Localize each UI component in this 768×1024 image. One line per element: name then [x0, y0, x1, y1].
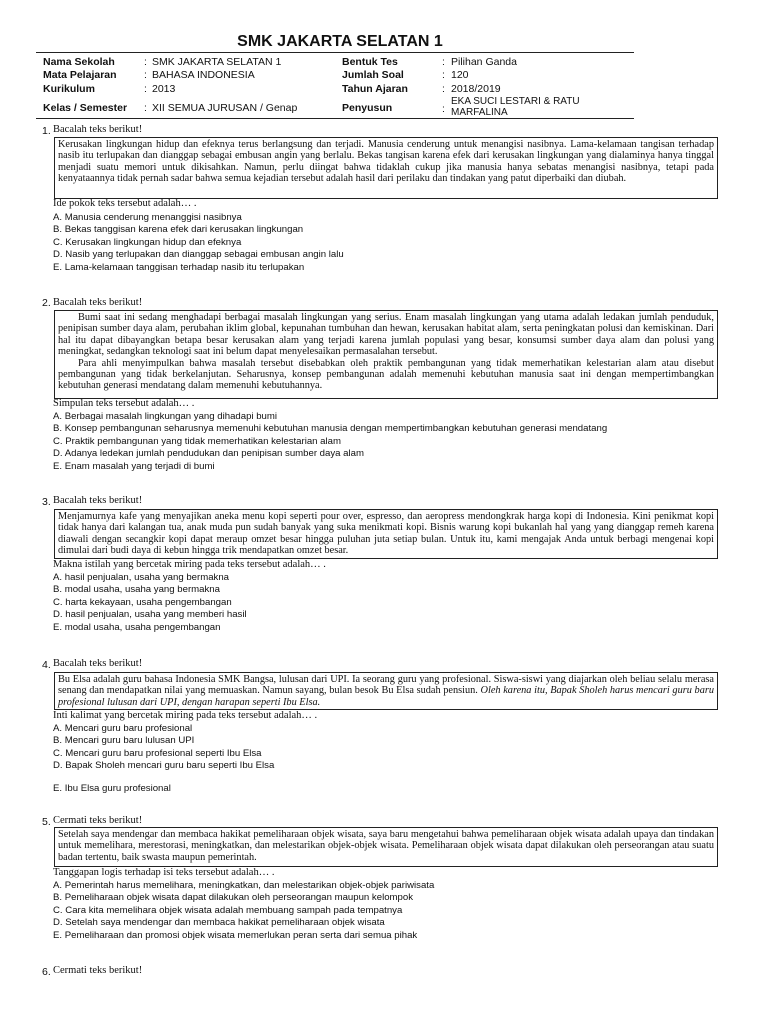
value-jumlah-soal: 120: [451, 69, 469, 81]
question-intro: Cermati teks berikut!: [53, 965, 143, 976]
question-stem: Ide pokok teks tersebut adalah… .: [53, 198, 197, 209]
question-number: 1.: [42, 125, 51, 137]
question-intro: Bacalah teks berikut!: [53, 124, 143, 135]
option-e[interactable]: E. Ibu Elsa guru profesional: [53, 782, 171, 794]
label-nama-sekolah: Nama Sekolah: [43, 56, 115, 68]
passage-box: [54, 672, 718, 710]
answer-options: [53, 411, 607, 473]
passage-box: [54, 509, 718, 559]
passage-italic-text: Oleh karena itu, Bapak Sholeh harus mencari guru baru profesional lulusan dari UPI, dengan harapan seperti Ibu Elsa.: [58, 685, 714, 708]
question-number: 5.: [42, 816, 51, 828]
colon: :: [144, 83, 147, 95]
question-intro: Bacalah teks berikut!: [53, 495, 143, 506]
option-e[interactable]: E. Pemeliharaan dan promosi objek wisata memerlukan peran serta dari semua pihak: [53, 929, 418, 941]
title-divider: [36, 52, 634, 53]
label-jumlah-soal: Jumlah Soal: [342, 69, 404, 81]
colon: :: [144, 56, 147, 68]
value-kurikulum: 2013: [152, 83, 176, 95]
value-nama-sekolah: SMK JAKARTA SELATAN 1: [152, 56, 282, 68]
value-penyusun-line2: MARFALINA: [451, 107, 508, 118]
passage-paragraph: Kerusakan lingkungan hidup dan efeknya terus berlangsung dan terjadi. Manusia cenderung untuk menangisi nasibnya. Lama-kelamaan tangisan terhadap nasib itu terlupakan dan dianggap sebagai embusan angin yang berlalu. Bekas tangisan karena efek dari kerusakan lingkungan yang dialaminya hanya tinggal menjadi suatu memori untuk dikisahkan. Namun, perlu diingat bahwa tidaklah cukup jika manusia hanya sebatas menangisi nasibnya, tetapi pada kenyataannya tidak pernah sadar bahwa semua kejadian tersebut adalah hasil dari perilaku dan tindakan yang patut diperbaiki dan diubah.: [58, 139, 714, 185]
option-b[interactable]: B. Bekas tanggisan karena efek dari kerusakan lingkungan: [53, 224, 304, 236]
colon: :: [442, 56, 445, 68]
label-penyusun: Penyusun: [342, 102, 393, 114]
option-b[interactable]: B. modal usaha, usaha yang bermakna: [53, 584, 220, 596]
header-divider: [36, 118, 634, 119]
option-a[interactable]: A. Berbagai masalah lingkungan yang dihadapi bumi: [53, 411, 278, 422]
question-stem: Tanggapan logis terhadap isi teks tersebut adalah… .: [53, 867, 275, 878]
option-a[interactable]: A. Manusia cenderung menanggisi nasibnya: [53, 212, 242, 223]
passage-box: [54, 310, 718, 399]
passage-box: [54, 827, 718, 867]
option-b[interactable]: B. Pemeliharaan objek wisata dapat dilakukan oleh perseorangan maupun kelompok: [53, 892, 413, 904]
answer-options: [53, 880, 434, 942]
option-d[interactable]: D. Adanya ledekan jumlah pendudukan dan penipisan sumber daya alam: [53, 448, 364, 460]
option-c[interactable]: C. Praktik pembangunan yang tidak memerhatikan kelestarian alam: [53, 435, 341, 447]
colon: :: [442, 103, 445, 115]
question-number: 4.: [42, 659, 51, 671]
colon: :: [144, 69, 147, 81]
question-intro: Bacalah teks berikut!: [53, 297, 143, 308]
option-a[interactable]: A. Pemerintah harus memelihara, meningkatkan, dan melestarikan objek-objek pariwisata: [53, 880, 435, 891]
option-c[interactable]: C. Kerusakan lingkungan hidup dan efeknya: [53, 236, 242, 248]
label-bentuk-tes: Bentuk Tes: [342, 56, 398, 68]
question-number: 6.: [42, 966, 51, 978]
passage-paragraph: [58, 674, 714, 708]
option-d[interactable]: D. hasil penjualan, usaha yang memberi hasil: [53, 609, 247, 621]
option-e[interactable]: E. Enam masalah yang terjadi di bumi: [53, 460, 215, 472]
colon: :: [144, 102, 147, 114]
question-stem: Makna istilah yang bercetak miring pada teks tersebut adalah… .: [53, 559, 326, 570]
option-b[interactable]: B. Konsep pembangunan seharusnya memenuhi kebutuhan manusia dengan mempertimbangkan kebutuhan generasi mendatang: [53, 423, 608, 435]
passage-plain-text: Bu Elsa adalah guru bahasa Indonesia SMK Bangsa, lulusan dari UPI. Ia seorang guru yang profesional. Siswa-siswi yang diajarkan oleh beliau selalu merasa senang dan mendapatkan nilai yang memuaskan. Namun sayang, bulan besok Bu Elsa sudah pensiun.: [58, 674, 714, 697]
answer-options: [53, 212, 344, 274]
label-kurikulum: Kurikulum: [43, 83, 95, 95]
value-penyusun-line1: EKA SUCI LESTARI & RATU: [451, 96, 580, 107]
label-mata-pelajaran: Mata Pelajaran: [43, 69, 117, 81]
value-mata-pelajaran: BAHASA INDONESIA: [152, 69, 255, 81]
value-tahun-ajaran: 2018/2019: [451, 83, 501, 95]
option-b[interactable]: B. Mencari guru baru lulusan UPI: [53, 735, 195, 747]
value-kelas-semester: XII SEMUA JURUSAN / Genap: [152, 102, 298, 114]
answer-options: [53, 723, 274, 795]
answer-options: [53, 572, 247, 634]
question-intro: Cermati teks berikut!: [53, 815, 143, 826]
passage-paragraph: Setelah saya mendengar dan membaca hakikat pemeliharaan objek wisata, saya baru mengetahui bahwa pemeliharaan objek wisata adalah upaya dan tindakan untuk memelihara, merestorasi, meningkatkan, dan melestarikan objek-objek wisata. Pemeliharaan objek wisata dapat dilakukan oleh perseorangan atau suatu badan tertentu, baik swasta maupun pemerintah.: [58, 829, 714, 863]
option-a[interactable]: A. Mencari guru baru profesional: [53, 723, 193, 734]
page-title: SMK JAKARTA SELATAN 1: [237, 33, 443, 50]
question-number: 2.: [42, 297, 51, 309]
option-e[interactable]: E. Lama-kelamaan tanggisan terhadap nasib itu terlupakan: [53, 261, 305, 273]
option-d[interactable]: D. Nasib yang terlupakan dan dianggap sebagai embusan angin lalu: [53, 249, 344, 261]
colon: :: [442, 69, 445, 81]
passage-box: [54, 137, 718, 199]
label-tahun-ajaran: Tahun Ajaran: [342, 83, 408, 95]
question-stem: Inti kalimat yang bercetak miring pada teks tersebut adalah… .: [53, 710, 318, 721]
label-kelas-semester: Kelas / Semester: [43, 102, 128, 114]
option-c[interactable]: C. Cara kita memelihara objek wisata adalah membuang sampah pada tempatnya: [53, 904, 403, 916]
option-a[interactable]: A. hasil penjualan, usaha yang bermakna: [53, 572, 230, 583]
option-e[interactable]: E. modal usaha, usaha pengembangan: [53, 621, 221, 633]
option-d[interactable]: D. Setelah saya mendengar dan membaca hakikat pemeliharaan objek wisata: [53, 917, 385, 929]
option-c[interactable]: C. Mencari guru baru profesional seperti Ibu Elsa: [53, 747, 262, 759]
colon: :: [442, 83, 445, 95]
passage-paragraph: Para ahli menyimpulkan bahwa masalah tersebut disebabkan oleh praktik pembangunan yang tidak memerhatikan kelestarian alam atau disebut pembangunan yang tidak berkelanjutan. Seharusnya, konsep pembangunan adalah memenuhi kebutuhan manusia saat ini dengan mempertimbangkan kebutuhan generasi mendatang dalam memenuhi kebutuhannya.: [58, 357, 714, 392]
option-c[interactable]: C. harta kekayaan, usaha pengembangan: [53, 596, 232, 608]
passage-paragraph: Bumi saat ini sedang menghadapi berbagai masalah lingkungan yang serius. Enam masalah lingkungan yang utama adalah ledakan jumlah penduduk, penipisan sumber daya alam, perubahan iklim global, kepunahan tumbuhan dan hewan, kerusakan habitat alam, serta peningkatan polusi dan kemiskinan. Dari hal itu dapat dibayangkan betapa besar kerusakan alam yang terjadi karena jumlah populasi yang besar, konsumsi sumber daya alam dan polusi yang meningkat, sedangkan teknologi saat ini belum dapat menyelesaikan permasalahan tersebut.: [58, 312, 714, 358]
value-bentuk-tes: Pilihan Ganda: [451, 56, 517, 68]
question-number: 3.: [42, 496, 51, 508]
question-stem: Simpulan teks tersebut adalah… .: [53, 398, 195, 409]
question-intro: Bacalah teks berikut!: [53, 658, 143, 669]
option-d[interactable]: D. Bapak Sholeh mencari guru baru seperti Ibu Elsa: [53, 760, 275, 772]
passage-paragraph: Menjamurnya kafe yang menyajikan aneka menu kopi seperti pour over, espresso, dan aeropress mendongkrak harga kopi di Indonesia. Kini penikmat kopi tidak hanya dari kalangan tua, anak muda pun sudah banyak yang suka menikmati kopi. Bisnis warung kopi bukanlah hal yang yang dianggap remeh karena diawali dengan secangkir kopi dapat meraup omzet besar hingga puluhan juta setiap bulan. Untuk itu, kami mengajak Anda untuk berbagi mengenai kopi dimulai dari budi daya di kebun hingga trik mendapatkan omzet besar.: [58, 511, 714, 557]
